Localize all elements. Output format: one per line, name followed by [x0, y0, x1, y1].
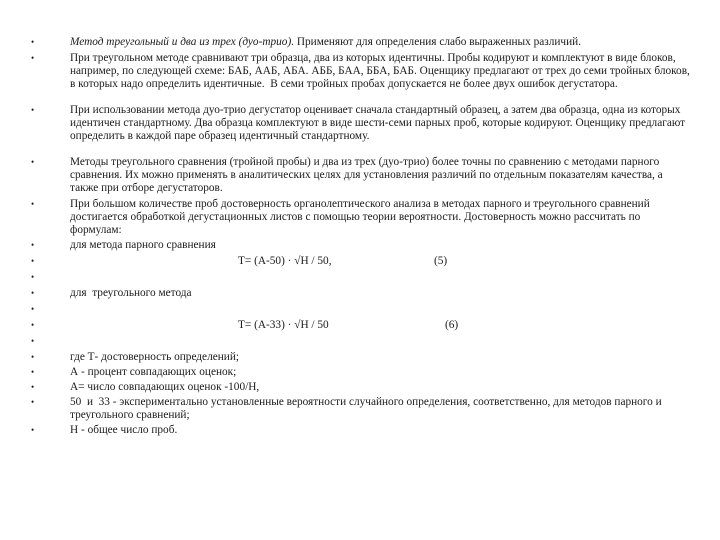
item-text: для треугольного метода [70, 287, 192, 299]
formula: Т= (А-33) · √Н / 50 [238, 319, 329, 331]
item-text: При треугольном методе сравнивают три образца, два из которых идентичны. Пробы кодируют и комплектуют в виде блоков, например, по следующей схеме: БАБ, ААБ, АБА. АББ, БАА, ББА, БАБ. Оценщику предлагают от трех до семи тройных блоков, в которых надо определить идентичные. В семи тройных пробах допускается не более двух ошибок дегустатора. [70, 52, 693, 90]
bullet: • [31, 288, 35, 298]
bullet: • [31, 336, 35, 346]
formula: Т= (А-50) · √Н / 50, [238, 255, 332, 267]
bullet: • [31, 382, 35, 392]
bullet: • [31, 320, 35, 330]
item-text-body: Применяют для определения слабо выраженных различий. [294, 36, 582, 48]
equation-number: (5) [434, 255, 448, 267]
item-text: А= число совпадающих оценок -100/Н, [70, 381, 260, 393]
bullet: • [31, 425, 35, 435]
bullet: • [31, 397, 35, 407]
bullet: • [31, 256, 35, 266]
bullet: • [31, 304, 35, 314]
bullet: • [31, 199, 35, 209]
bullet: • [31, 53, 35, 63]
item-text: для метода парного сравнения [70, 239, 216, 251]
item-text: При большом количестве проб достоверность органолептического анализа в методах парного и треугольного сравнений достигается обработкой дегустационных листов с помощью теории вероятности. Достоверность можно рассчитать по формулам: [70, 198, 653, 236]
item-text: А - процент совпадающих оценок; [70, 366, 237, 378]
bullet: • [31, 367, 35, 377]
item-text: где Т- достоверность определений; [70, 351, 240, 363]
item-text: Н - общее число проб. [70, 424, 178, 436]
item-text: При использовании метода дуо-трио дегустатор оценивает сначала стандартный образец, а затем два образца, одна из которых идентичен стандартному. Два образца комплектуют в виде шести-семи парных проб, которые кодируют. Оценщику предлагают определить в каждой паре образец идентичный стандартному. [70, 104, 688, 142]
method-title: Метод треугольный и два из трех (дуо-трио). [70, 36, 295, 48]
equation-number: (6) [445, 319, 459, 331]
bullet: • [31, 105, 35, 115]
bullet: • [31, 240, 35, 250]
bullet: • [31, 352, 35, 362]
item-text: Методы треугольного сравнения (тройной пробы) и два из трех (дуо-трио) более точны по сравнению с методами парного сравнения. Их можно применять в аналитических целях для установления различий по отдельным показателям качества, а также при отборе дегустаторов. [70, 156, 666, 194]
item-text [70, 36, 690, 49]
bullet: • [31, 37, 35, 47]
item-text: 50 и 33 - экспериментально установленные вероятности случайного определения, соответственно, для методов парного и треугольного сравнений; [70, 396, 665, 421]
bullet: • [31, 157, 35, 167]
bullet: • [31, 272, 35, 282]
